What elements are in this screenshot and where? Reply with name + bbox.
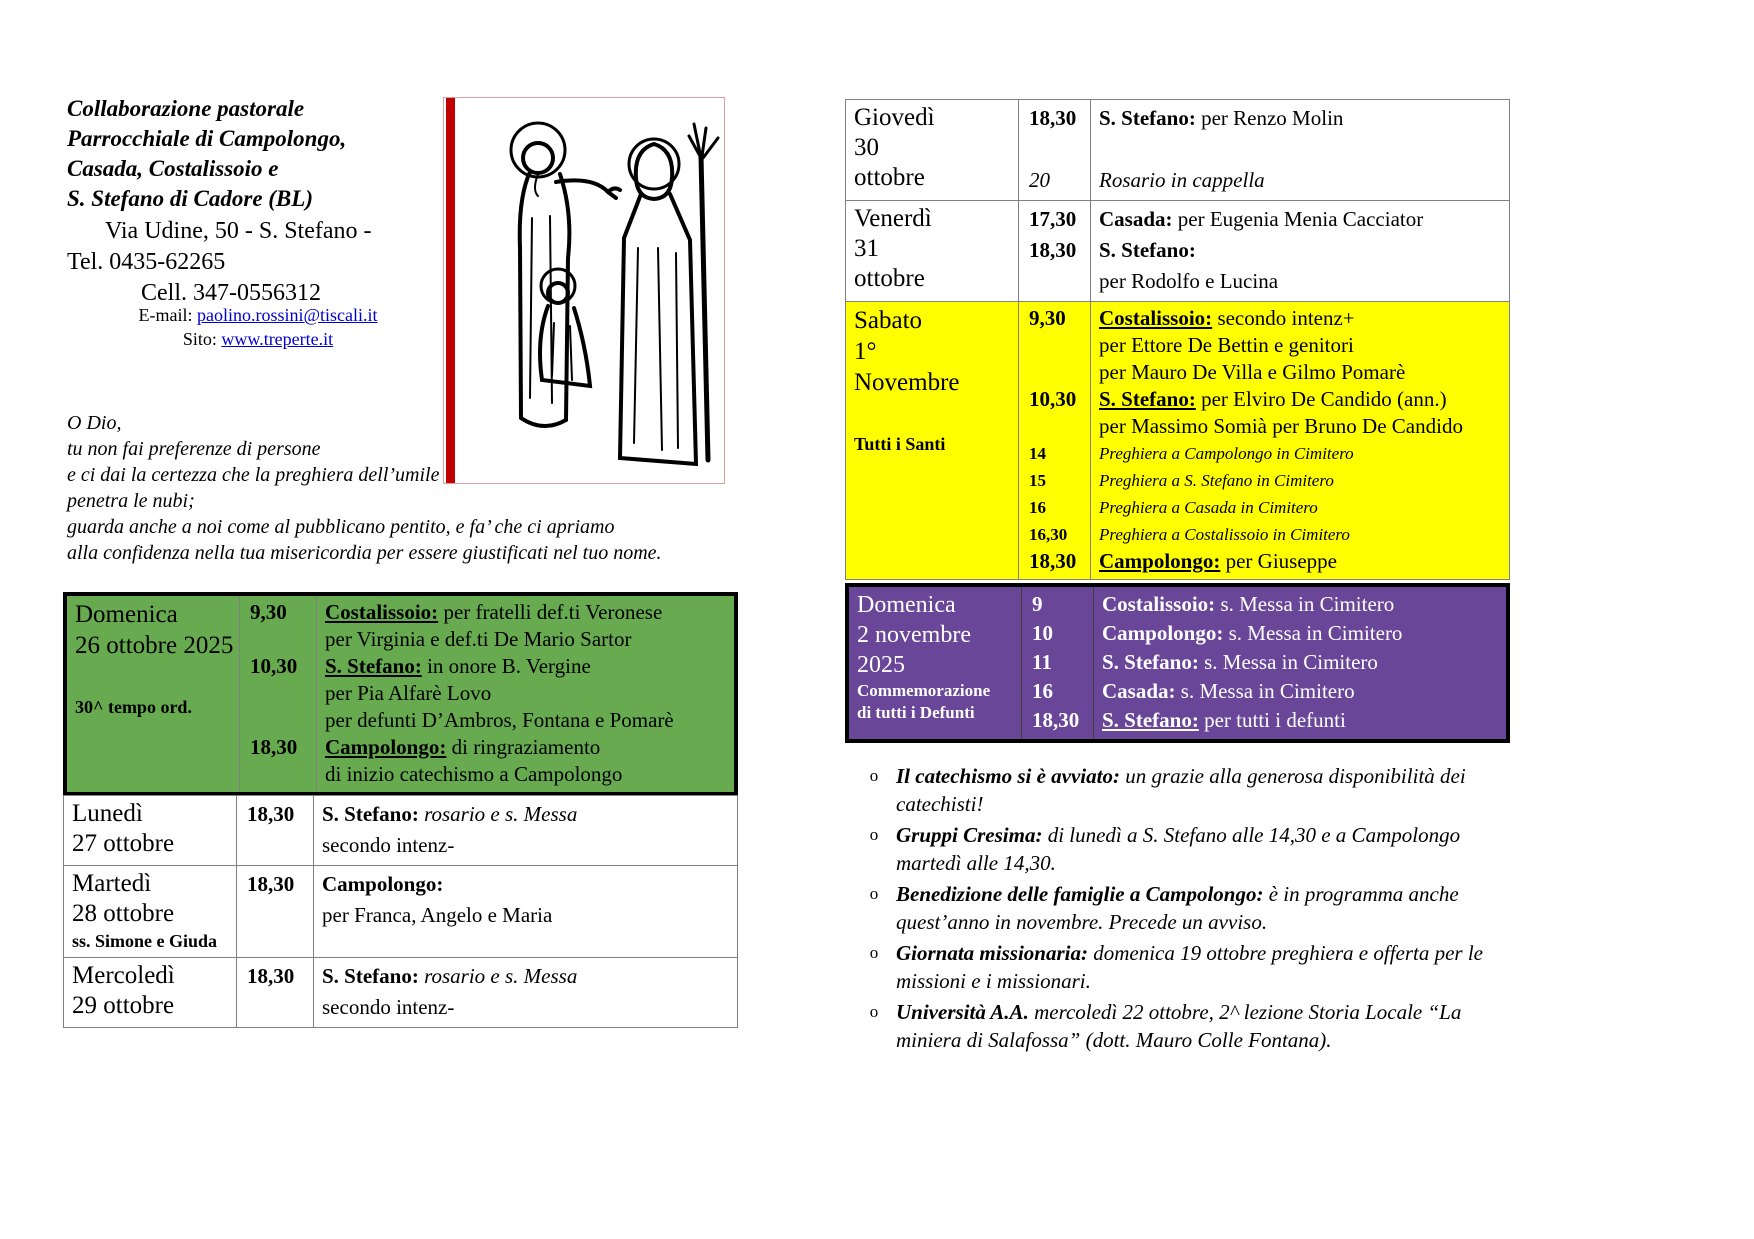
schedule-row: [845, 301, 1510, 580]
schedule-row: [845, 99, 1510, 201]
schedule-row: [63, 865, 738, 958]
header-line: Casada, Costalissoio e: [67, 156, 279, 181]
bullet-marker: o: [869, 943, 879, 962]
date-cell: Lunedì 27 ottobre: [72, 800, 175, 857]
intentions-cell: S. Stefano: rosario e s. Messa secondo intenz-: [322, 964, 578, 1019]
schedule-row: [63, 795, 738, 866]
announcement-item: [852, 880, 1524, 936]
email-link[interactable]: paolino.rossini@tiscali.it: [196, 305, 378, 325]
date-cell: Mercoledì 29 ottobre: [72, 962, 175, 1019]
announcement-item: [852, 821, 1524, 877]
schedule-row: [63, 592, 738, 796]
schedule-row: [63, 957, 738, 1028]
site-row: [67, 327, 449, 351]
prayer-line: alla confidenza nella tua misericordia per essere giustificati nel tuo nome.: [67, 542, 662, 564]
intentions-cell: Campolongo: per Franca, Angelo e Maria: [322, 872, 553, 927]
mass-schedule-table-left: [63, 593, 738, 1028]
announcement-item: [852, 998, 1524, 1054]
address-block: [67, 216, 457, 309]
date-cell: Domenica 26 ottobre 2025 30^ tempo ord.: [75, 601, 234, 717]
time-cell: 18,30 20: [1018, 100, 1091, 200]
date-cell: Sabato 1° Novembre Tutti i Santi: [854, 307, 960, 454]
announcement-text: Università A.A. mercoledì 22 ottobre, 2^ lezione Storia Locale “La miniera di Salafossa” (dott. Mauro Colle Fontana).: [896, 1000, 1462, 1052]
date-cell: Domenica 2 novembre 2025 Commemorazione di tutti i Defunti: [857, 592, 991, 722]
intentions-cell: Costalissoio: per fratelli def.ti Veronese per Virginia e def.ti De Mario Sartor S. Stefano: in onore B. Vergine per Pia Alfarè Lovo per defunti D’Ambros, Fontana e Pomarè Campolongo: di ringraziamento di inizio catechismo a Campolongo: [325, 600, 674, 786]
intentions-cell: Casada: per Eugenia Menia Cacciator S. Stefano: per Rodolfo e Lucina: [1099, 207, 1424, 293]
prayer-line: e ci dai la certezza che la preghiera dell’umile: [67, 464, 440, 486]
bullet-marker: o: [869, 884, 879, 903]
mobile-number: Cell. 347-0556312: [141, 280, 321, 306]
announcement-item: [852, 762, 1524, 818]
mass-schedule-table-right: [845, 100, 1510, 743]
time-cell: 18,30: [236, 866, 314, 957]
header-line: S. Stefano di Cadore (BL): [67, 186, 313, 211]
time-cell: 18,30: [236, 958, 314, 1027]
date-cell: Martedì 28 ottobre ss. Simone e Giuda: [72, 870, 218, 951]
bullet-marker: o: [869, 766, 879, 785]
intentions-cell: S. Stefano: rosario e s. Messa secondo intenz-: [322, 802, 578, 857]
prayer-line: O Dio,: [67, 412, 122, 434]
time-cell: 9,30 10,30 18,30: [239, 596, 317, 792]
parish-header: [67, 94, 449, 214]
website-link[interactable]: www.treperte.it: [221, 329, 334, 349]
intentions-cell: Costalissoio: s. Messa in Cimitero Campolongo: s. Messa in Cimitero S. Stefano: s. Messa in Cimitero Casada: s. Messa in Cimitero S. Stefano: per tutti i defunti: [1102, 592, 1403, 732]
bullet-marker: o: [869, 1002, 879, 1021]
contact-block: [67, 303, 449, 351]
announcement-text: Giornata missionaria: domenica 19 ottobre preghiera e offerta per le missioni e i missionari.: [896, 941, 1484, 993]
schedule-row: [845, 200, 1510, 302]
time-cell: 18,30: [236, 796, 314, 865]
bullet-marker: o: [869, 825, 879, 844]
announcement-text: Gruppi Cresima: di lunedì a S. Stefano alle 14,30 e a Campolongo martedì alle 14,30.: [896, 823, 1461, 875]
street-address: Via Udine, 50 - S. Stefano -: [105, 218, 372, 244]
announcement-item: [852, 939, 1524, 995]
phone-number: Tel. 0435-62265: [67, 249, 226, 275]
prayer-line: penetra le nubi;: [67, 490, 195, 512]
date-cell: Venerdì 31 ottobre: [854, 205, 932, 292]
site-label: Sito:: [182, 329, 222, 349]
prayer-line: guarda anche a noi come al pubblicano pentito, e fa’ che ci apriamo: [67, 516, 615, 538]
time-cell: 17,30 18,30: [1018, 201, 1091, 301]
announcement-text: Il catechismo si è avviato: un grazie alla generosa disponibilità dei catechisti!: [896, 764, 1466, 816]
email-label: E-mail:: [138, 305, 197, 325]
intentions-cell: S. Stefano: per Renzo Molin Rosario in cappella: [1099, 106, 1344, 192]
announcements-list: [852, 762, 1524, 1057]
date-cell: Giovedì 30 ottobre: [854, 104, 935, 191]
email-row: [67, 303, 449, 327]
time-cell: 9 10 11 16 18,30: [1021, 587, 1094, 739]
prayer-line: tu non fai preferenze di persone: [67, 438, 321, 460]
schedule-row: [845, 583, 1510, 743]
intentions-cell: Costalissoio: secondo intenz+ per Ettore De Bettin e genitori per Mauro De Villa e Gilmo Pomarè S. Stefano: per Elviro De Candido (ann.) per Massimo Somià per Bruno De Candido Preghiera a Campolongo in Cimitero Preghiera a S. Stefano in Cimitero Preghiera a Casada in Cimitero Preghiera a Costalissoio in Cimitero Campolongo: per Giuseppe: [1099, 306, 1463, 573]
announcement-text: Benedizione delle famiglie a Campolongo: è in programma anche quest’anno in novembre. Precede un avviso.: [896, 882, 1459, 934]
header-line: Parrocchiale di Campolongo,: [67, 126, 347, 151]
time-cell: 9,30 10,30 14 15 16 16,30 18,30: [1018, 302, 1091, 579]
prayer-text: [67, 410, 717, 566]
header-line: Collaborazione pastorale: [67, 96, 305, 121]
